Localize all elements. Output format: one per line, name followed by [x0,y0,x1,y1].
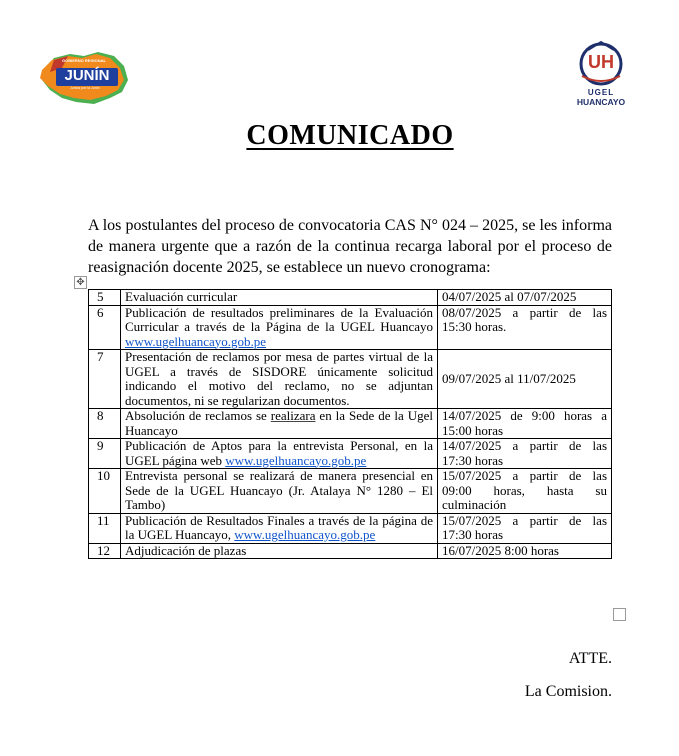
row-activity [121,290,438,306]
row-date: 14/07/2025 de 9:00 horas a 15:00 horas [438,409,612,439]
activity-text: Presentación de reclamos por mesa de partes virtual de la UGEL a través de SISDORE únicamente solicitud indicando el motivo del reclamo, no se adjuntan documentos, ni se regularizan documentos. [125,349,433,408]
row-activity [121,543,438,559]
activity-text: Entrevista personal se realizará de manera presencial en Sede de la UGEL Huancayo (Jr. Atalaya N° 1280 – El Tambo) [125,468,433,512]
table-row [89,439,612,469]
row-number: 6 [89,305,121,350]
junin-logo-sub-text: Juntos por la Junín [70,86,100,90]
table-row [89,350,612,409]
junin-logo-small-text: GOBIERNO REGIONAL [62,58,107,63]
schedule-table [88,289,612,559]
row-date: 08/07/2025 a partir de las 15:30 horas. [438,305,612,350]
table-move-handle-icon[interactable]: ✥ [74,276,87,289]
ugel-website-link[interactable]: www.ugelhuancayo.gob.pe [234,527,376,542]
intro-paragraph: A los postulantes del proceso de convocatoria CAS N° 024 – 2025, se les informa de manera urgente que a razón de la continua recarga laboral por el proceso de reasignación docente 2025, se establece un nuevo cronograma: [88,217,612,276]
table-row [89,305,612,350]
ugel-logo-mark: UH [588,52,614,72]
table-row [89,290,612,306]
row-activity [121,409,438,439]
activity-underlined-word: realizara [270,408,316,423]
row-activity [121,305,438,350]
ugel-logo-text: UGEL [587,88,615,97]
row-date: 16/07/2025 8:00 horas [438,543,612,559]
row-number: 8 [89,409,121,439]
table-row [89,409,612,439]
row-date: 15/07/2025 a partir de las 09:00 horas, hasta su culminación [438,469,612,514]
schedule-table-body [89,290,612,559]
row-activity [121,469,438,514]
row-number: 12 [89,543,121,559]
row-number: 11 [89,513,121,543]
junin-logo [40,48,130,106]
row-date: 04/07/2025 al 07/07/2025 [438,290,612,306]
table-resize-handle-icon[interactable] [613,608,626,621]
row-date: 15/07/2025 a partir de las 17:30 horas [438,513,612,543]
activity-text: en la Sede de la Ugel Huancayo [125,408,433,438]
activity-text: Publicación de resultados preliminares de la Evaluación Curricular a través de la Página de la UGEL Huancayo [125,304,433,334]
huancayo-logo-text: HUANCAYO [576,97,626,107]
row-date: 14/07/2025 a partir de las 17:30 horas [438,439,612,469]
table-row [89,469,612,514]
page-title: COMUNICADO [246,120,454,151]
ugel-website-link[interactable]: www.ugelhuancayo.gob.pe [125,333,267,349]
ugel-huancayo-logo [568,40,634,110]
closing-atte: ATTE. [568,650,612,667]
activity-text: Adjudicación de plazas [125,542,247,558]
table-row [89,543,612,559]
row-number: 10 [89,469,121,514]
row-activity [121,439,438,469]
row-number: 7 [89,350,121,409]
closing-signature: La Comision. [524,683,612,700]
row-number: 9 [89,439,121,469]
activity-text: Publicación de Aptos para la entrevista Personal, en la UGEL página web [125,438,433,468]
activity-text: Publicación de Resultados Finales a través de la página de la UGEL Huancayo, [125,512,433,542]
row-activity [121,350,438,409]
activity-text: Absolución de reclamos se [125,408,271,423]
ugel-website-link[interactable]: www.ugelhuancayo.gob.pe [225,452,367,468]
activity-text: Evaluación curricular [125,289,238,304]
junin-logo-main-text: JUNÍN [64,67,110,84]
row-number: 5 [89,290,121,306]
table-row [89,513,612,543]
row-activity [121,513,438,543]
row-date: 09/07/2025 al 11/07/2025 [438,350,612,409]
